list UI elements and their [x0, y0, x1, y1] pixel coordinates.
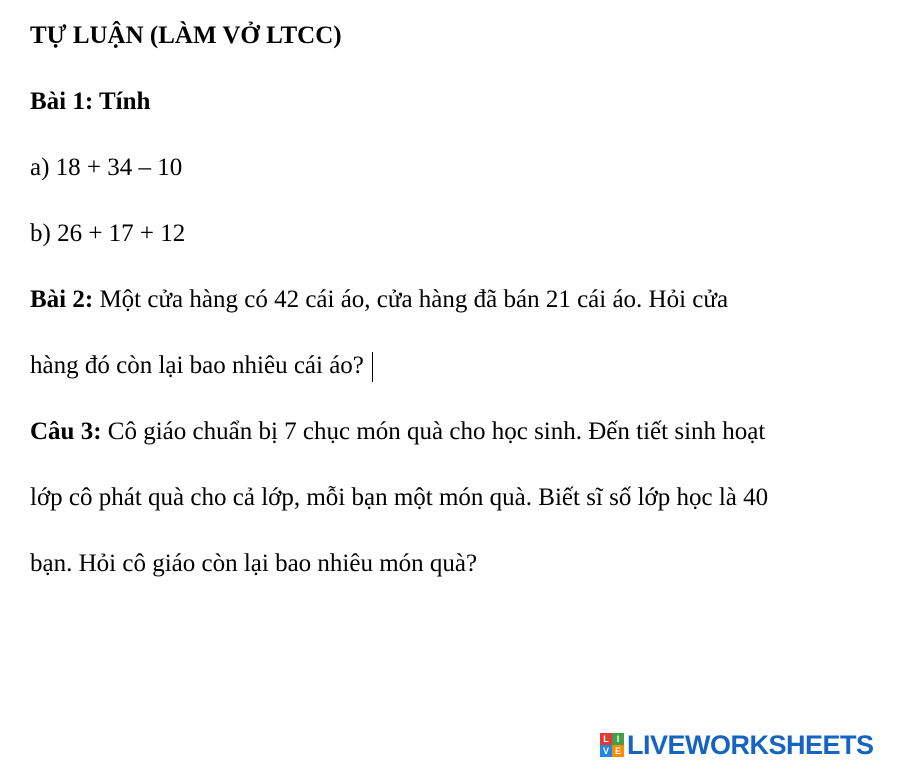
logo-mark-letter: E — [612, 745, 624, 757]
text-cursor — [372, 352, 373, 382]
exercise-2-text-1: Một cửa hàng có 42 cái áo, cửa hàng đã bán 21 cái áo. Hỏi cửa — [93, 286, 729, 313]
question-3-line-3: bạn. Hỏi cô giáo còn lại bao nhiêu món quà? — [30, 550, 478, 577]
page-title: TỰ LUẬN (LÀM VỞ LTCC) — [30, 22, 342, 49]
answer-area[interactable] — [30, 600, 870, 710]
liveworksheets-logo-text: LIVEWORKSHEETS — [627, 730, 874, 760]
exercise-1-title: Bài 1: Tính — [30, 88, 151, 115]
exercise-2-line-1 — [30, 285, 728, 315]
liveworksheets-logo-icon — [600, 733, 624, 757]
question-3-line-1 — [30, 417, 765, 447]
logo-mark-letter: L — [600, 733, 612, 745]
question-3-label: Câu 3: — [30, 418, 102, 445]
exercise-2-line-2 — [30, 351, 373, 382]
question-3-text-1: Cô giáo chuẩn bị 7 chục món quà cho học sinh. Đến tiết sinh hoạt — [101, 418, 766, 445]
logo-mark-letter: V — [600, 745, 612, 757]
liveworksheets-logo — [600, 731, 874, 759]
exercise-1-item-a: a) 18 + 34 – 10 — [30, 154, 183, 181]
question-3-line-2: lớp cô phát quà cho cả lớp, mỗi bạn một món quà. Biết sĩ số lớp học là 40 — [30, 484, 769, 511]
exercise-2-label: Bài 2: — [30, 286, 94, 313]
logo-mark-letter: I — [612, 733, 624, 745]
exercise-1-item-b: b) 26 + 17 + 12 — [30, 220, 186, 247]
exercise-2-text-2: hàng đó còn lại bao nhiêu cái áo? — [30, 352, 364, 379]
